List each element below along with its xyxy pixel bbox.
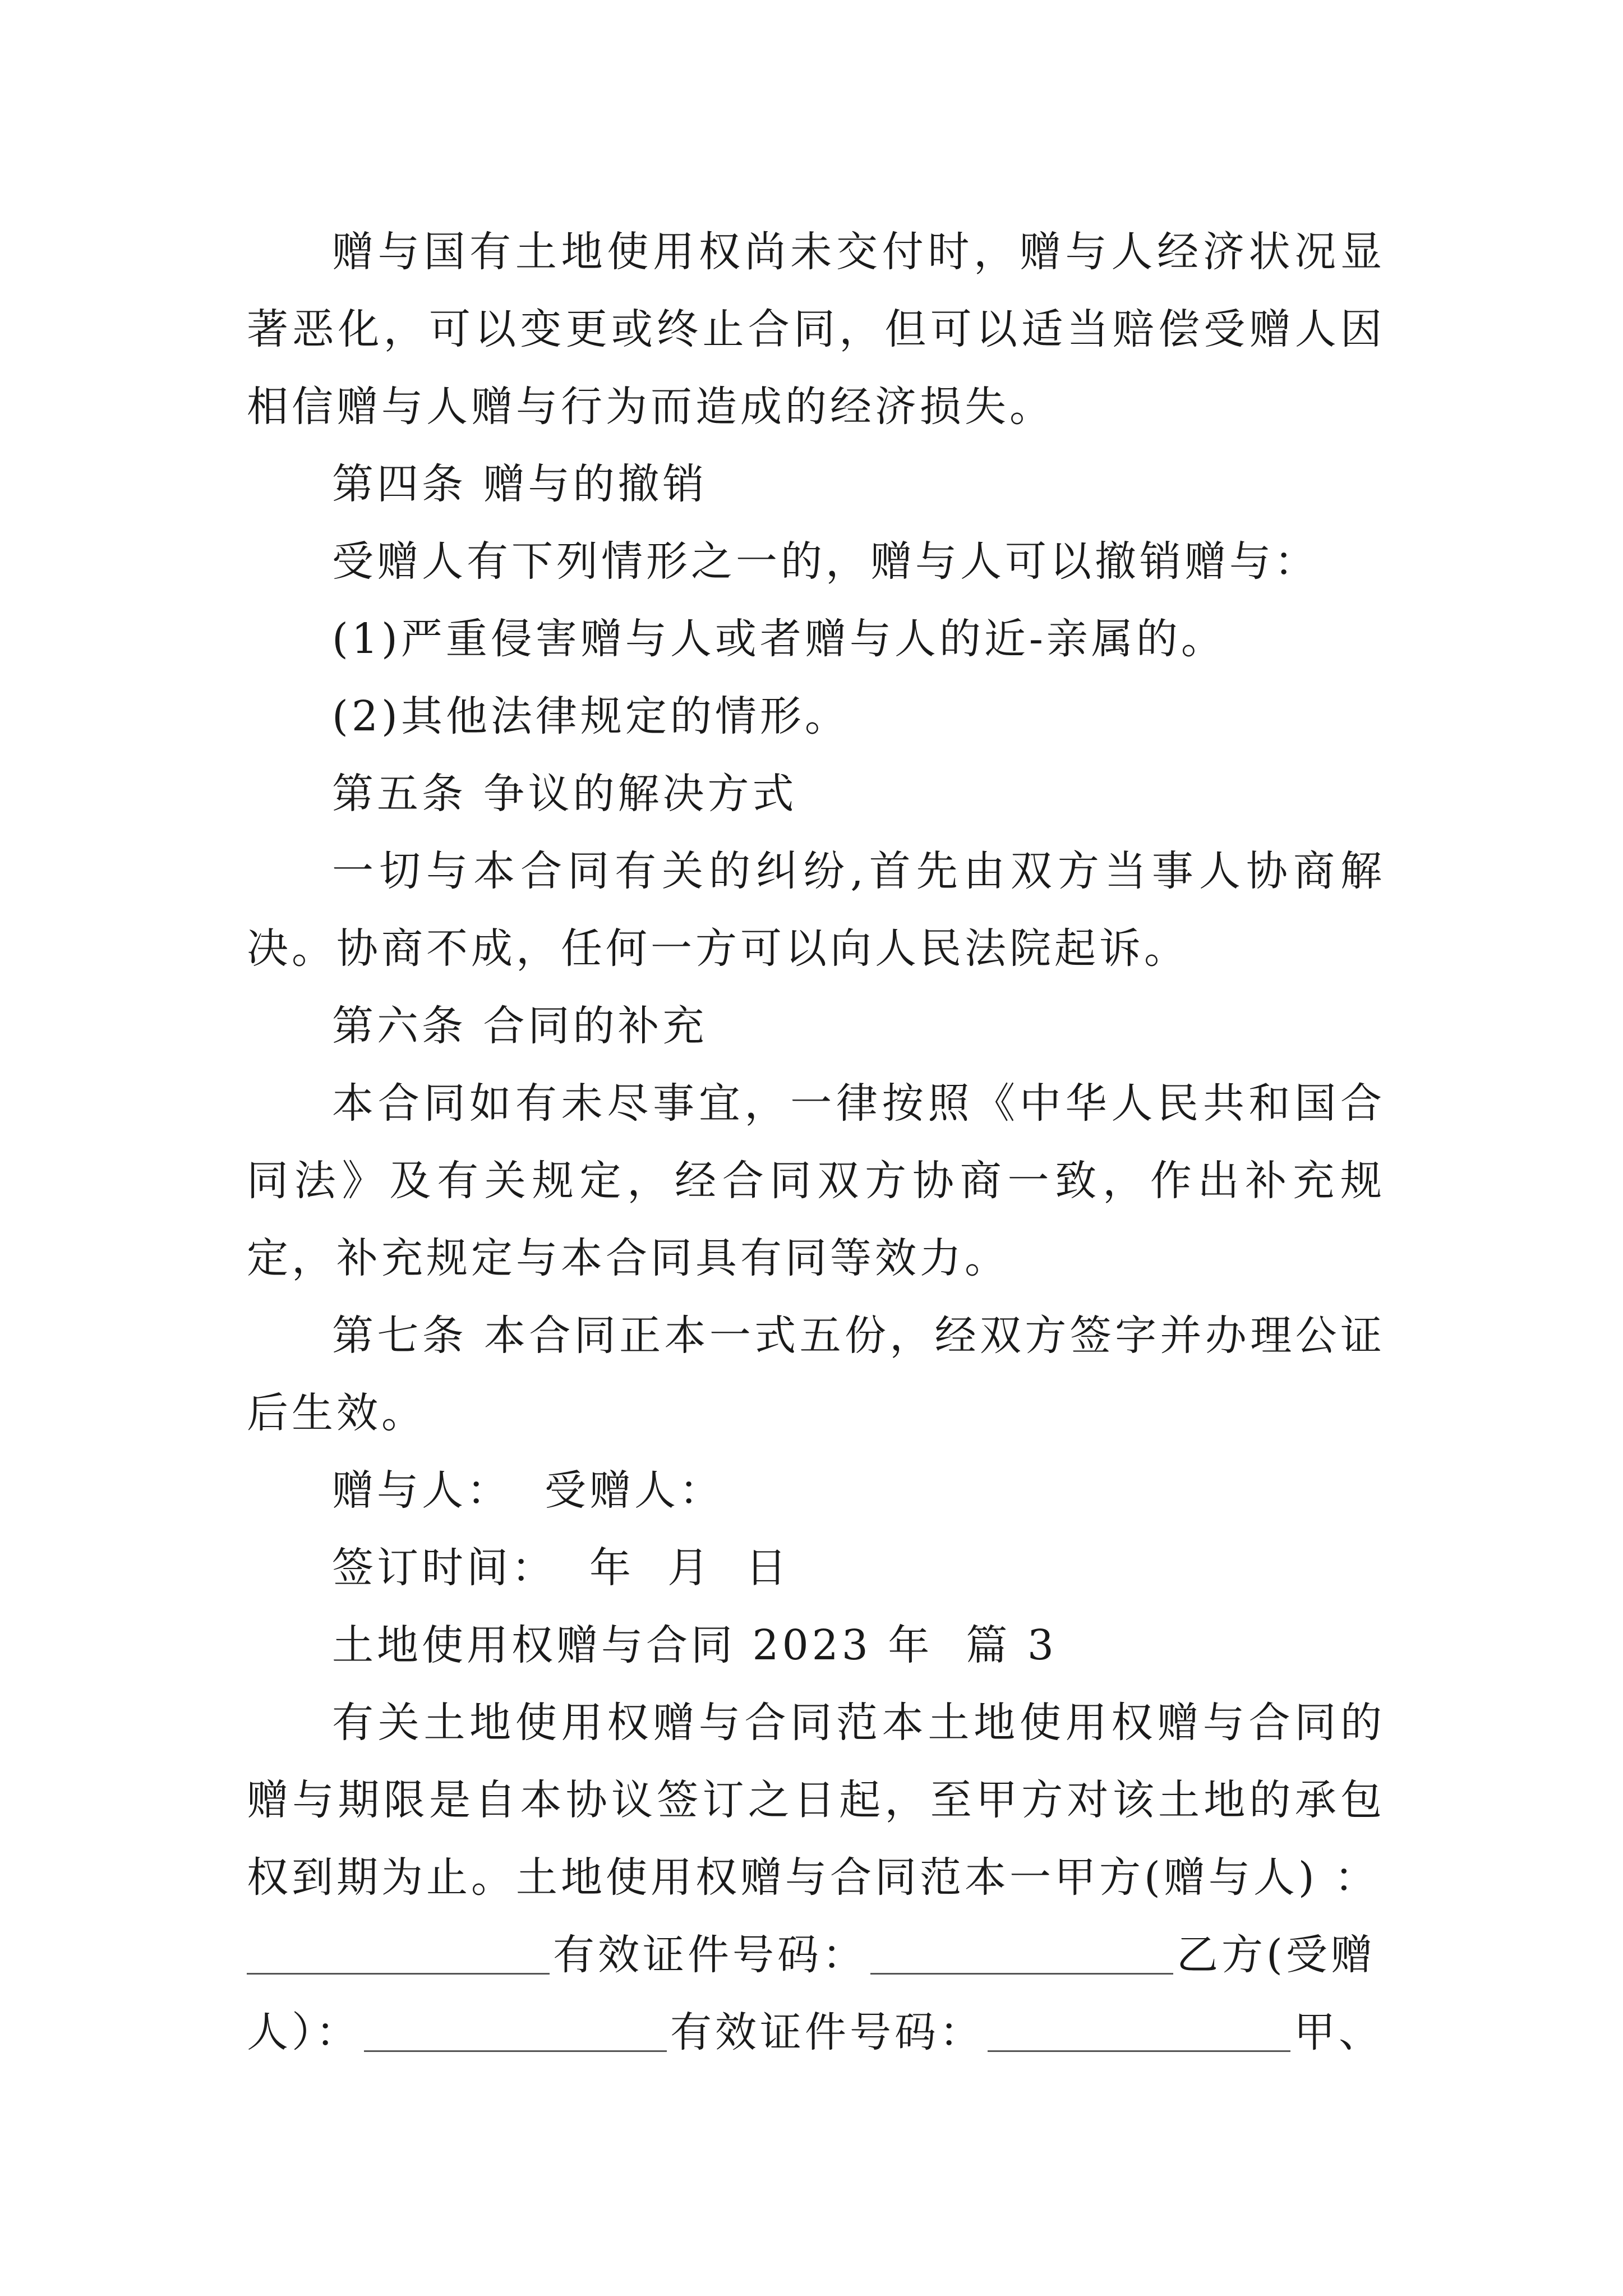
continuation-text: 甲、 (1294, 2008, 1384, 2056)
paragraph-gift-revocation-condition: 赠与国有土地使用权尚未交付时，赠与人经济状况显著恶化，可以变更或终止合同，但可以适当赔偿受赠人因相信赠与人赠与行为而造成的经济损失。 (247, 228, 1385, 431)
paragraph-revocation-cases: 受赠人有下列情形之一的，赠与人可以撤销赠与： (332, 537, 1319, 586)
article-4-heading: 第四条 赠与的撤销 (332, 460, 708, 508)
article-6-heading: 第六条 合同的补充 (332, 1002, 708, 1050)
donee-id-blank (988, 2011, 1290, 2052)
paragraph-dispute-resolution: 一切与本合同有关的纠纷,首先由双方当事人协商解决。协商不成，任何一方可以向人民法院起诉。 (247, 847, 1385, 973)
paragraph-gift-term: 有关土地使用权赠与合同范本土地使用权赠与合同的赠与期限是自本协议签订之日起，至甲方对该土地的承包权到期为止。土地使用权赠与合同范本一甲方(赠与人) ： (247, 1699, 1385, 1902)
donor-name-blank (247, 1934, 550, 1975)
section-3-title: 土地使用权赠与合同 2023 年 篇 3 (332, 1621, 1058, 1669)
donor-id-blank (870, 1934, 1173, 1975)
donee-label-start: 乙方(受赠 (1177, 1931, 1376, 1979)
donor-id-label: 有效证件号码： (553, 1931, 867, 1979)
document-page (247, 213, 1385, 2071)
list-item-2: (2)其他法律规定的情形。 (332, 692, 850, 740)
donee-id-line (247, 1994, 1385, 2071)
donor-id-line (247, 1916, 1385, 1994)
paragraph-contract-supplement: 本合同如有未尽事宜，一律按照《中华人民共和国合同法》及有关规定，经合同双方协商一致，作出补充规定，补充规定与本合同具有同等效力。 (247, 1079, 1385, 1282)
sign-date-line: 签订时间： 年 月 日 (332, 1544, 791, 1592)
article-7-paragraph: 第七条 本合同正本一式五份，经双方签字并办理公证后生效。 (247, 1312, 1385, 1437)
article-5-heading: 第五条 争议的解决方式 (332, 770, 797, 818)
donee-name-blank (364, 2011, 667, 2052)
list-item-1: (1)严重侵害赠与人或者赠与人的近-亲属的。 (332, 615, 1226, 663)
donee-label-end: 人）： (247, 2008, 361, 2056)
donee-id-label: 有效证件号码： (670, 2008, 984, 2056)
signature-line: 赠与人： 受赠人： (332, 1466, 725, 1515)
